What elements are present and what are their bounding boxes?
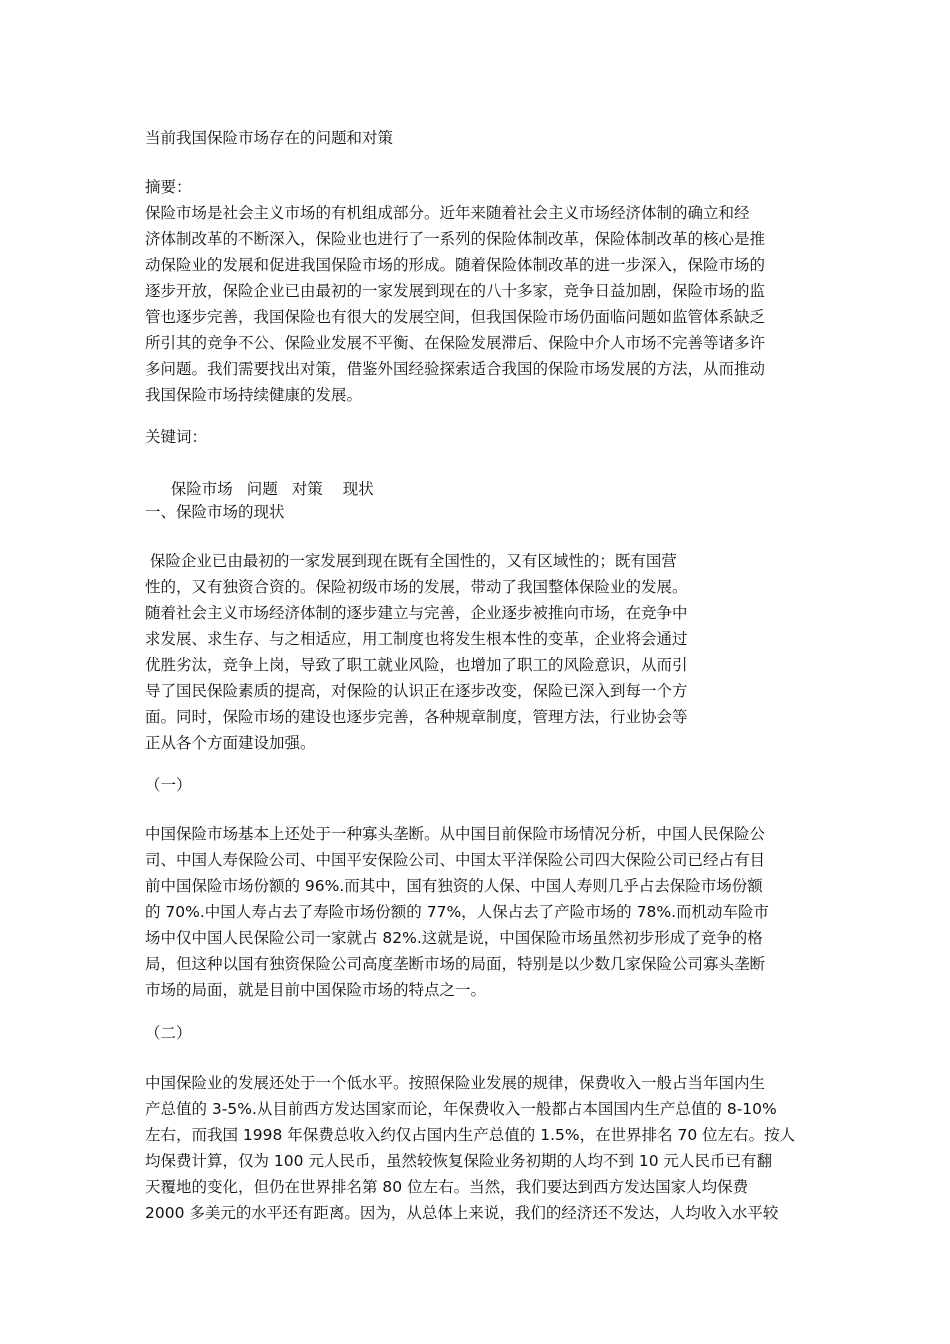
subsection-2-heading: （二） xyxy=(145,1024,192,1042)
subsection-1-line: 的 70%.中国人寿占去了寿险市场份额的 77%，人保占去了产险市场的 78%.而机动车险市 xyxy=(145,903,769,921)
section-1-line: 保险企业已由最初的一家发展到现在既有全国性的，又有区域性的；既有国营 xyxy=(145,552,677,570)
abstract-line: 我国保险市场持续健康的发展。 xyxy=(145,386,363,404)
subsection-1-heading: （一） xyxy=(145,776,192,794)
abstract-line: 管也逐步完善，我国保险也有很大的发展空间，但我国保险市场仍面临问题如监管体系缺乏 xyxy=(145,308,766,326)
abstract-label: 摘要： xyxy=(145,178,192,196)
subsection-2-line: 均保费计算，仅为 100 元人民币，虽然较恢复保险业务初期的人均不到 10 元人民币已有翻 xyxy=(145,1152,773,1170)
abstract-line: 济体制改革的不断深入，保险业也进行了一系列的保险体制改革，保险体制改革的核心是推 xyxy=(145,230,766,248)
subsection-1-line: 前中国保险市场份额的 96%.而其中，国有独资的人保、中国人寿则几乎占去保险市场份额 xyxy=(145,877,763,895)
abstract-line: 保险市场是社会主义市场的有机组成部分。近年来随着社会主义市场经济体制的确立和经 xyxy=(145,204,750,222)
keyword: 对策 xyxy=(291,480,323,498)
subsection-2-line: 天覆地的变化，但仍在世界排名第 80 位左右。当然，我们要达到西方发达国家人均保费 xyxy=(145,1178,749,1196)
section-1-line: 面。同时，保险市场的建设也逐步完善，各种规章制度，管理方法，行业协会等 xyxy=(145,708,688,726)
subsection-2-line: 中国保险业的发展还处于一个低水平。按照保险业发展的规律，保费收入一般占当年国内生 xyxy=(145,1074,766,1092)
subsection-1-line: 市场的局面，就是目前中国保险市场的特点之一。 xyxy=(145,981,487,999)
keyword: 保险市场 xyxy=(170,480,233,498)
keyword: 现状 xyxy=(342,480,374,498)
subsection-1-line: 司、中国人寿保险公司、中国平安保险公司、中国太平洋保险公司四大保险公司已经占有目 xyxy=(145,851,766,869)
section-1-body xyxy=(145,548,745,756)
subsection-2-line: 左右，而我国 1998 年保费总收入约仅占国内生产总值的 1.5%，在世界排名 70 位左右。按人 xyxy=(145,1126,796,1144)
subsection-2-line: 产总值的 3-5%.从目前西方发达国家而论，年保费收入一般都占本国国内生产总值的 8-10% xyxy=(145,1100,777,1118)
subsection-2-body xyxy=(145,1070,810,1226)
keyword: 问题 xyxy=(246,480,278,498)
section-1-line: 求发展、求生存、与之相适应，用工制度也将发生根本性的变革，企业将会通过 xyxy=(145,630,688,648)
section-1-line: 优胜劣汰，竞争上岗，导致了职工就业风险，也增加了职工的风险意识，从而引 xyxy=(145,656,688,674)
section-1-line: 导了国民保险素质的提高，对保险的认识正在逐步改变，保险已深入到每一个方 xyxy=(145,682,688,700)
subsection-2-line: 2000 多美元的水平还有距离。因为，从总体上来说，我们的经济还不发达，人均收入水平较 xyxy=(145,1204,779,1222)
abstract-line: 逐步开放，保险企业已由最初的一家发展到现在的八十多家，竞争日益加剧，保险市场的监 xyxy=(145,282,766,300)
subsection-1-line: 中国保险市场基本上还处于一种寡头垄断。从中国目前保险市场情况分析，中国人民保险公 xyxy=(145,825,766,843)
abstract-line: 多问题。我们需要找出对策，借鉴外国经验探索适合我国的保险市场发展的方法，从而推动 xyxy=(145,360,766,378)
abstract-line: 所引其的竞争不公、保险业发展不平衡、在保险发展滞后、保险中介人市场不完善等诸多许 xyxy=(145,334,766,352)
subsection-1-body xyxy=(145,821,810,1003)
subsection-1-line: 场中仅中国人民保险公司一家就占 82%.这就是说，中国保险市场虽然初步形成了竞争的格 xyxy=(145,929,763,947)
abstract-body xyxy=(145,200,810,408)
abstract-line: 动保险业的发展和促进我国保险市场的形成。随着保险体制改革的进一步深入，保险市场的 xyxy=(145,256,766,274)
section-1-line: 性的，又有独资合资的。保险初级市场的发展，带动了我国整体保险业的发展。 xyxy=(145,578,688,596)
section-1-line: 正从各个方面建设加强。 xyxy=(145,734,316,752)
subsection-1-line: 局，但这种以国有独资保险公司高度垄断市场的局面，特别是以少数几家保险公司寡头垄断 xyxy=(145,955,766,973)
section-1-line: 随着社会主义市场经济体制的逐步建立与完善，企业逐步被推向市场，在竞争中 xyxy=(145,604,688,622)
document-title: 当前我国保险市场存在的问题和对策 xyxy=(145,129,394,147)
keywords-label: 关键词： xyxy=(145,428,208,446)
section-1-heading: 一、保险市场的现状 xyxy=(145,503,285,521)
